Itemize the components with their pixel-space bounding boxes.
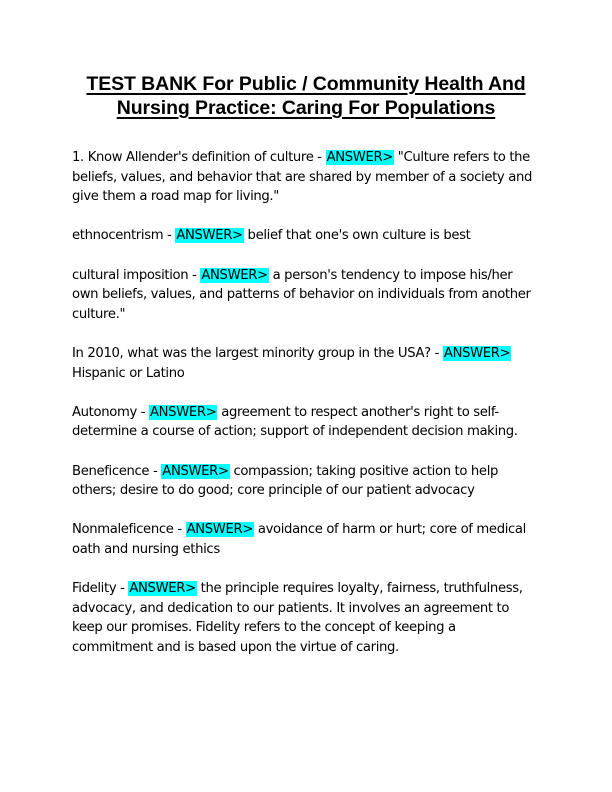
qa-entry: [72, 579, 540, 657]
qa-entry: [72, 266, 540, 325]
answer-marker: ANSWER>: [443, 345, 511, 361]
answer-marker: ANSWER>: [176, 228, 243, 244]
entry-answer: agreement to respect another's right to self-determine a course of action; support of independent decision making.: [72, 404, 518, 440]
entry-term: ethnocentrism -: [72, 228, 176, 244]
entry-answer: compassion; taking positive action to help others; desire to do good; core principle of our patient advocacy: [72, 463, 499, 499]
answer-marker: ANSWER>: [201, 267, 268, 283]
qa-entry: [72, 403, 540, 442]
document-title: TEST BANK For Public / Community Health And Nursing Practice: Caring For Populations: [86, 73, 526, 119]
answer-marker: ANSWER>: [129, 581, 196, 597]
answer-marker: ANSWER>: [162, 463, 229, 479]
entry-term: 1. Know Allender's definition of culture -: [72, 150, 326, 165]
qa-entry: [72, 520, 540, 559]
entry-term: Autonomy -: [72, 404, 149, 420]
entry-term: In 2010, what was the largest minority group in the USA? -: [72, 345, 443, 361]
qa-entry: [72, 344, 540, 383]
entry-term: Fidelity -: [72, 581, 129, 597]
answer-marker: ANSWER>: [186, 522, 253, 538]
entry-answer: "Culture refers to the beliefs, values, and behavior that are shared by member of a society and give them a road map for living.": [72, 150, 532, 205]
answer-marker: ANSWER>: [150, 404, 217, 420]
entry-answer: a person's tendency to impose his/her own beliefs, values, and patterns of behavior on individuals from another culture.": [72, 267, 531, 322]
entry-answer: belief that one's own culture is best: [243, 228, 471, 244]
entry-term: cultural imposition -: [72, 267, 201, 283]
qa-entry: [72, 148, 540, 207]
entry-term: Beneficence -: [72, 463, 162, 479]
qa-entry: [72, 226, 540, 246]
entry-answer: avoidance of harm or hurt; core of medical oath and nursing ethics: [72, 522, 526, 557]
entry-answer: the principle requires loyalty, fairness, truthfulness, advocacy, and dedication to our patients. It involves an agreement to keep our promises. Fidelity refers to the concept of keeping a commitment and is based upon the virtue of caring.: [72, 581, 523, 655]
entry-answer: Hispanic or Latino: [72, 365, 185, 381]
entry-term: Nonmaleficence -: [72, 522, 186, 538]
answer-marker: ANSWER>: [326, 150, 393, 165]
qa-entry: [72, 462, 540, 501]
